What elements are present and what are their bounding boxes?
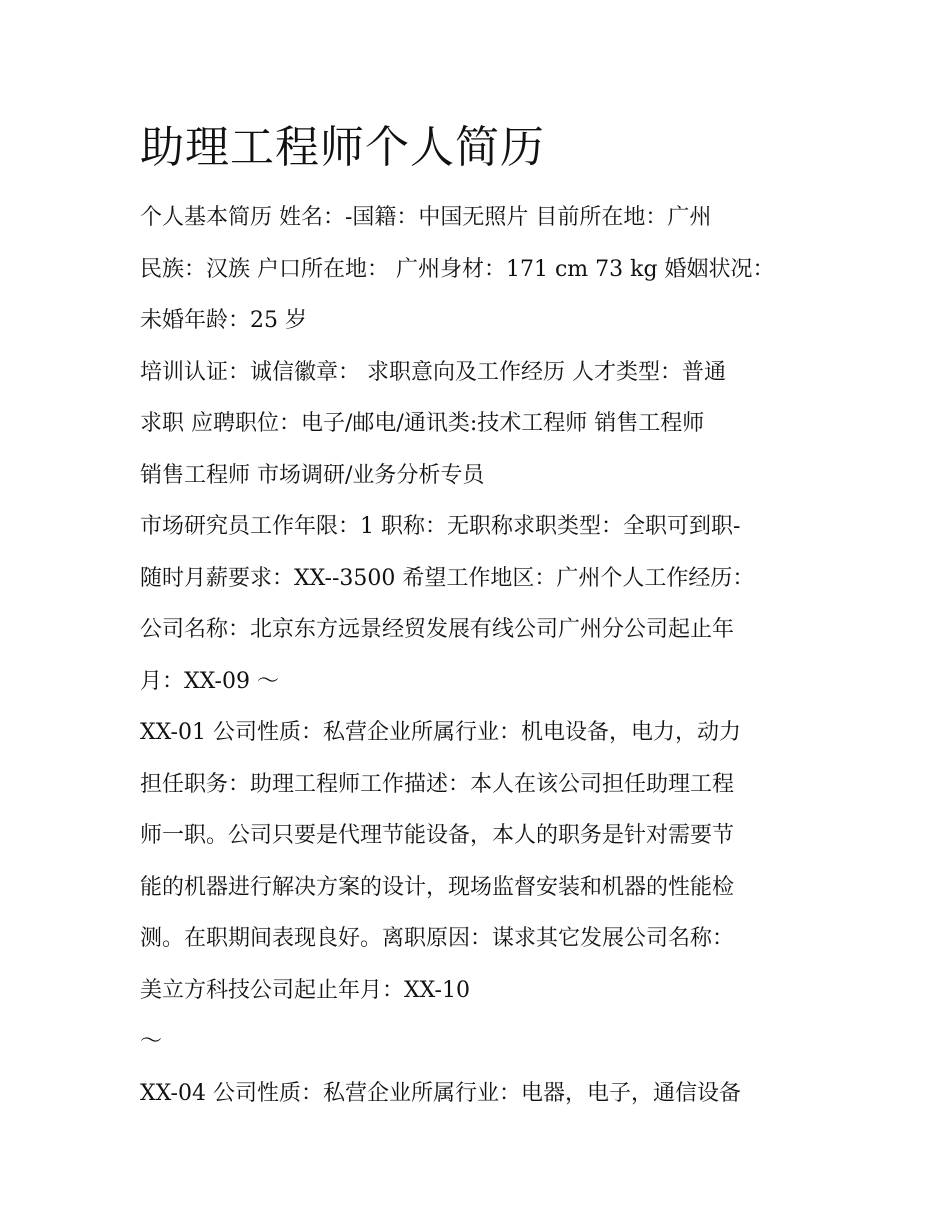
text-line-9: 公司名称：北京东方远景经贸发展有线公司广州分公司起止年 bbox=[140, 617, 735, 642]
text-line-6: 销售工程师 市场调研/业务分析专员 bbox=[140, 462, 485, 488]
resume-body bbox=[140, 192, 820, 1119]
text-line-14: 能的机器进行解决方案的设计，现场监督安装和机器的性能检 bbox=[140, 874, 735, 900]
text-line-11: XX-01 公司性质：私营企业所属行业：机电设备，电力，动力 bbox=[140, 720, 741, 745]
text-line-18: XX-04 公司性质：私营企业所属行业：电器，电子，通信设备 bbox=[140, 1080, 741, 1106]
document-title: 助理工程师个人简历 bbox=[140, 122, 545, 173]
document-page bbox=[140, 118, 820, 1119]
text-line-12: 担任职务：助理工程师工作描述：本人在该公司担任助理工程 bbox=[140, 771, 735, 797]
text-line-2: 民族：汉族 户口所在地： 广州身材：171 cm 73 kg 婚姻状况： bbox=[140, 256, 775, 282]
text-line-17: ～ bbox=[140, 1029, 163, 1054]
text-line-7: 市场研究员工作年限：1 职称：无职称求职类型：全职可到职- bbox=[140, 514, 741, 539]
text-line-5: 求职 应聘职位：电子/邮电/通讯类:技术工程师 销售工程师 bbox=[140, 411, 705, 436]
text-line-13: 师一职。公司只要是代理节能设备，本人的职务是针对需要节 bbox=[140, 823, 735, 848]
text-line-16: 美立方科技公司起止年月：XX-10 bbox=[140, 977, 470, 1003]
text-line-1: 个人基本简历 姓名：-国籍：中国无照片 目前所在地：广州 bbox=[140, 205, 712, 230]
text-line-8: 随时月薪要求：XX--3500 希望工作地区：广州个人工作经历： bbox=[140, 565, 755, 591]
text-line-4: 培训认证：诚信徽章： 求职意向及工作经历 人才类型：普通 bbox=[140, 359, 726, 385]
text-line-3: 未婚年龄：25 岁 bbox=[140, 308, 307, 333]
text-line-15: 测。在职期间表现良好。离职原因：谋求其它发展公司名称： bbox=[140, 926, 735, 951]
text-line-10: 月：XX-09 ～ bbox=[140, 668, 279, 694]
